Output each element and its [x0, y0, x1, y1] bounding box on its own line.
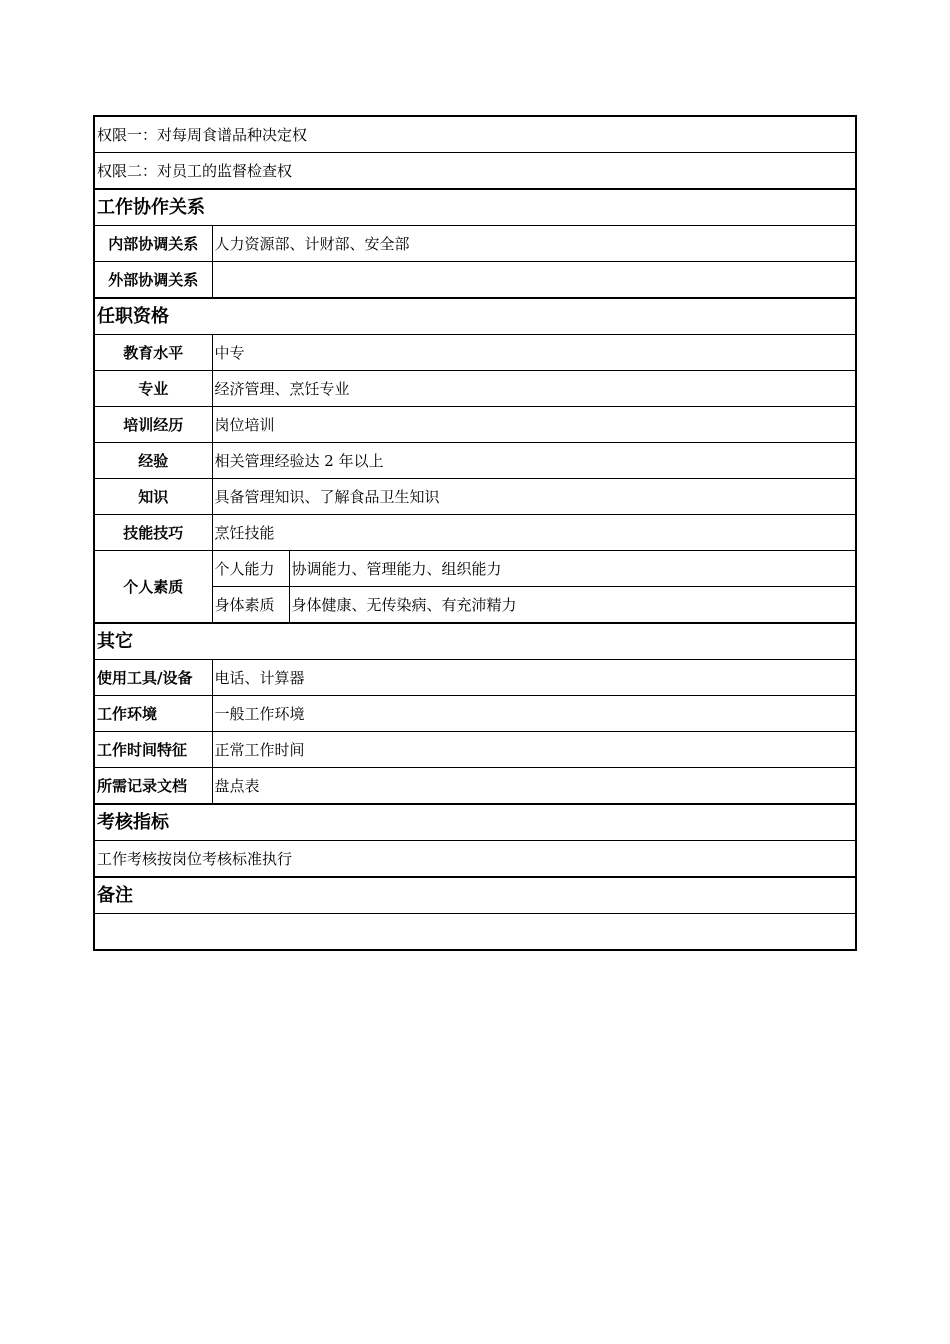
collaboration-heading-row [95, 189, 855, 226]
skills-row [95, 515, 855, 551]
authority-row-2 [95, 153, 855, 190]
job-description-sheet [93, 115, 857, 951]
training-row [95, 407, 855, 443]
internal-coordination-row [95, 226, 855, 262]
education-label: 教育水平 [95, 335, 212, 371]
assessment-value: 工作考核按岗位考核标准执行 [95, 841, 855, 878]
authority-item-2: 权限二：对员工的监督检查权 [95, 153, 855, 190]
tools-value: 电话、计算器 [212, 660, 855, 696]
qualification-heading: 任职资格 [95, 298, 855, 335]
major-label: 专业 [95, 371, 212, 407]
knowledge-value: 具备管理知识、了解食品卫生知识 [212, 479, 855, 515]
work-time-label: 工作时间特征 [95, 732, 212, 768]
physical-quality-label: 身体素质 [212, 587, 289, 624]
major-row [95, 371, 855, 407]
tools-row [95, 660, 855, 696]
knowledge-label: 知识 [95, 479, 212, 515]
personal-ability-row [95, 551, 855, 587]
internal-coordination-label: 内部协调关系 [95, 226, 212, 262]
external-coordination-label: 外部协调关系 [95, 262, 212, 299]
experience-value: 相关管理经验达 2 年以上 [212, 443, 855, 479]
collaboration-heading: 工作协作关系 [95, 189, 855, 226]
tools-label: 使用工具/设备 [95, 660, 212, 696]
work-time-value: 正常工作时间 [212, 732, 855, 768]
records-label: 所需记录文档 [95, 768, 212, 805]
skills-value: 烹饪技能 [212, 515, 855, 551]
internal-coordination-value: 人力资源部、计财部、安全部 [212, 226, 855, 262]
personal-quality-label: 个人素质 [95, 551, 212, 624]
training-label: 培训经历 [95, 407, 212, 443]
major-value: 经济管理、烹饪专业 [212, 371, 855, 407]
environment-row [95, 696, 855, 732]
other-heading-row [95, 623, 855, 660]
external-coordination-row [95, 262, 855, 299]
remarks-heading: 备注 [95, 877, 855, 914]
knowledge-row [95, 479, 855, 515]
other-heading: 其它 [95, 623, 855, 660]
authority-item-1: 权限一：对每周食谱品种决定权 [95, 117, 855, 153]
remarks-value [95, 914, 855, 950]
records-row [95, 768, 855, 805]
job-description-table [95, 117, 855, 949]
education-row [95, 335, 855, 371]
personal-ability-label: 个人能力 [212, 551, 289, 587]
education-value: 中专 [212, 335, 855, 371]
experience-label: 经验 [95, 443, 212, 479]
physical-quality-value: 身体健康、无传染病、有充沛精力 [289, 587, 855, 624]
skills-label: 技能技巧 [95, 515, 212, 551]
remarks-value-row [95, 914, 855, 950]
work-time-row [95, 732, 855, 768]
environment-label: 工作环境 [95, 696, 212, 732]
assessment-heading-row [95, 804, 855, 841]
assessment-heading: 考核指标 [95, 804, 855, 841]
external-coordination-value [212, 262, 855, 299]
records-value: 盘点表 [212, 768, 855, 805]
assessment-value-row [95, 841, 855, 878]
qualification-heading-row [95, 298, 855, 335]
remarks-heading-row [95, 877, 855, 914]
personal-ability-value: 协调能力、管理能力、组织能力 [289, 551, 855, 587]
environment-value: 一般工作环境 [212, 696, 855, 732]
authority-row-1 [95, 117, 855, 153]
training-value: 岗位培训 [212, 407, 855, 443]
experience-row [95, 443, 855, 479]
